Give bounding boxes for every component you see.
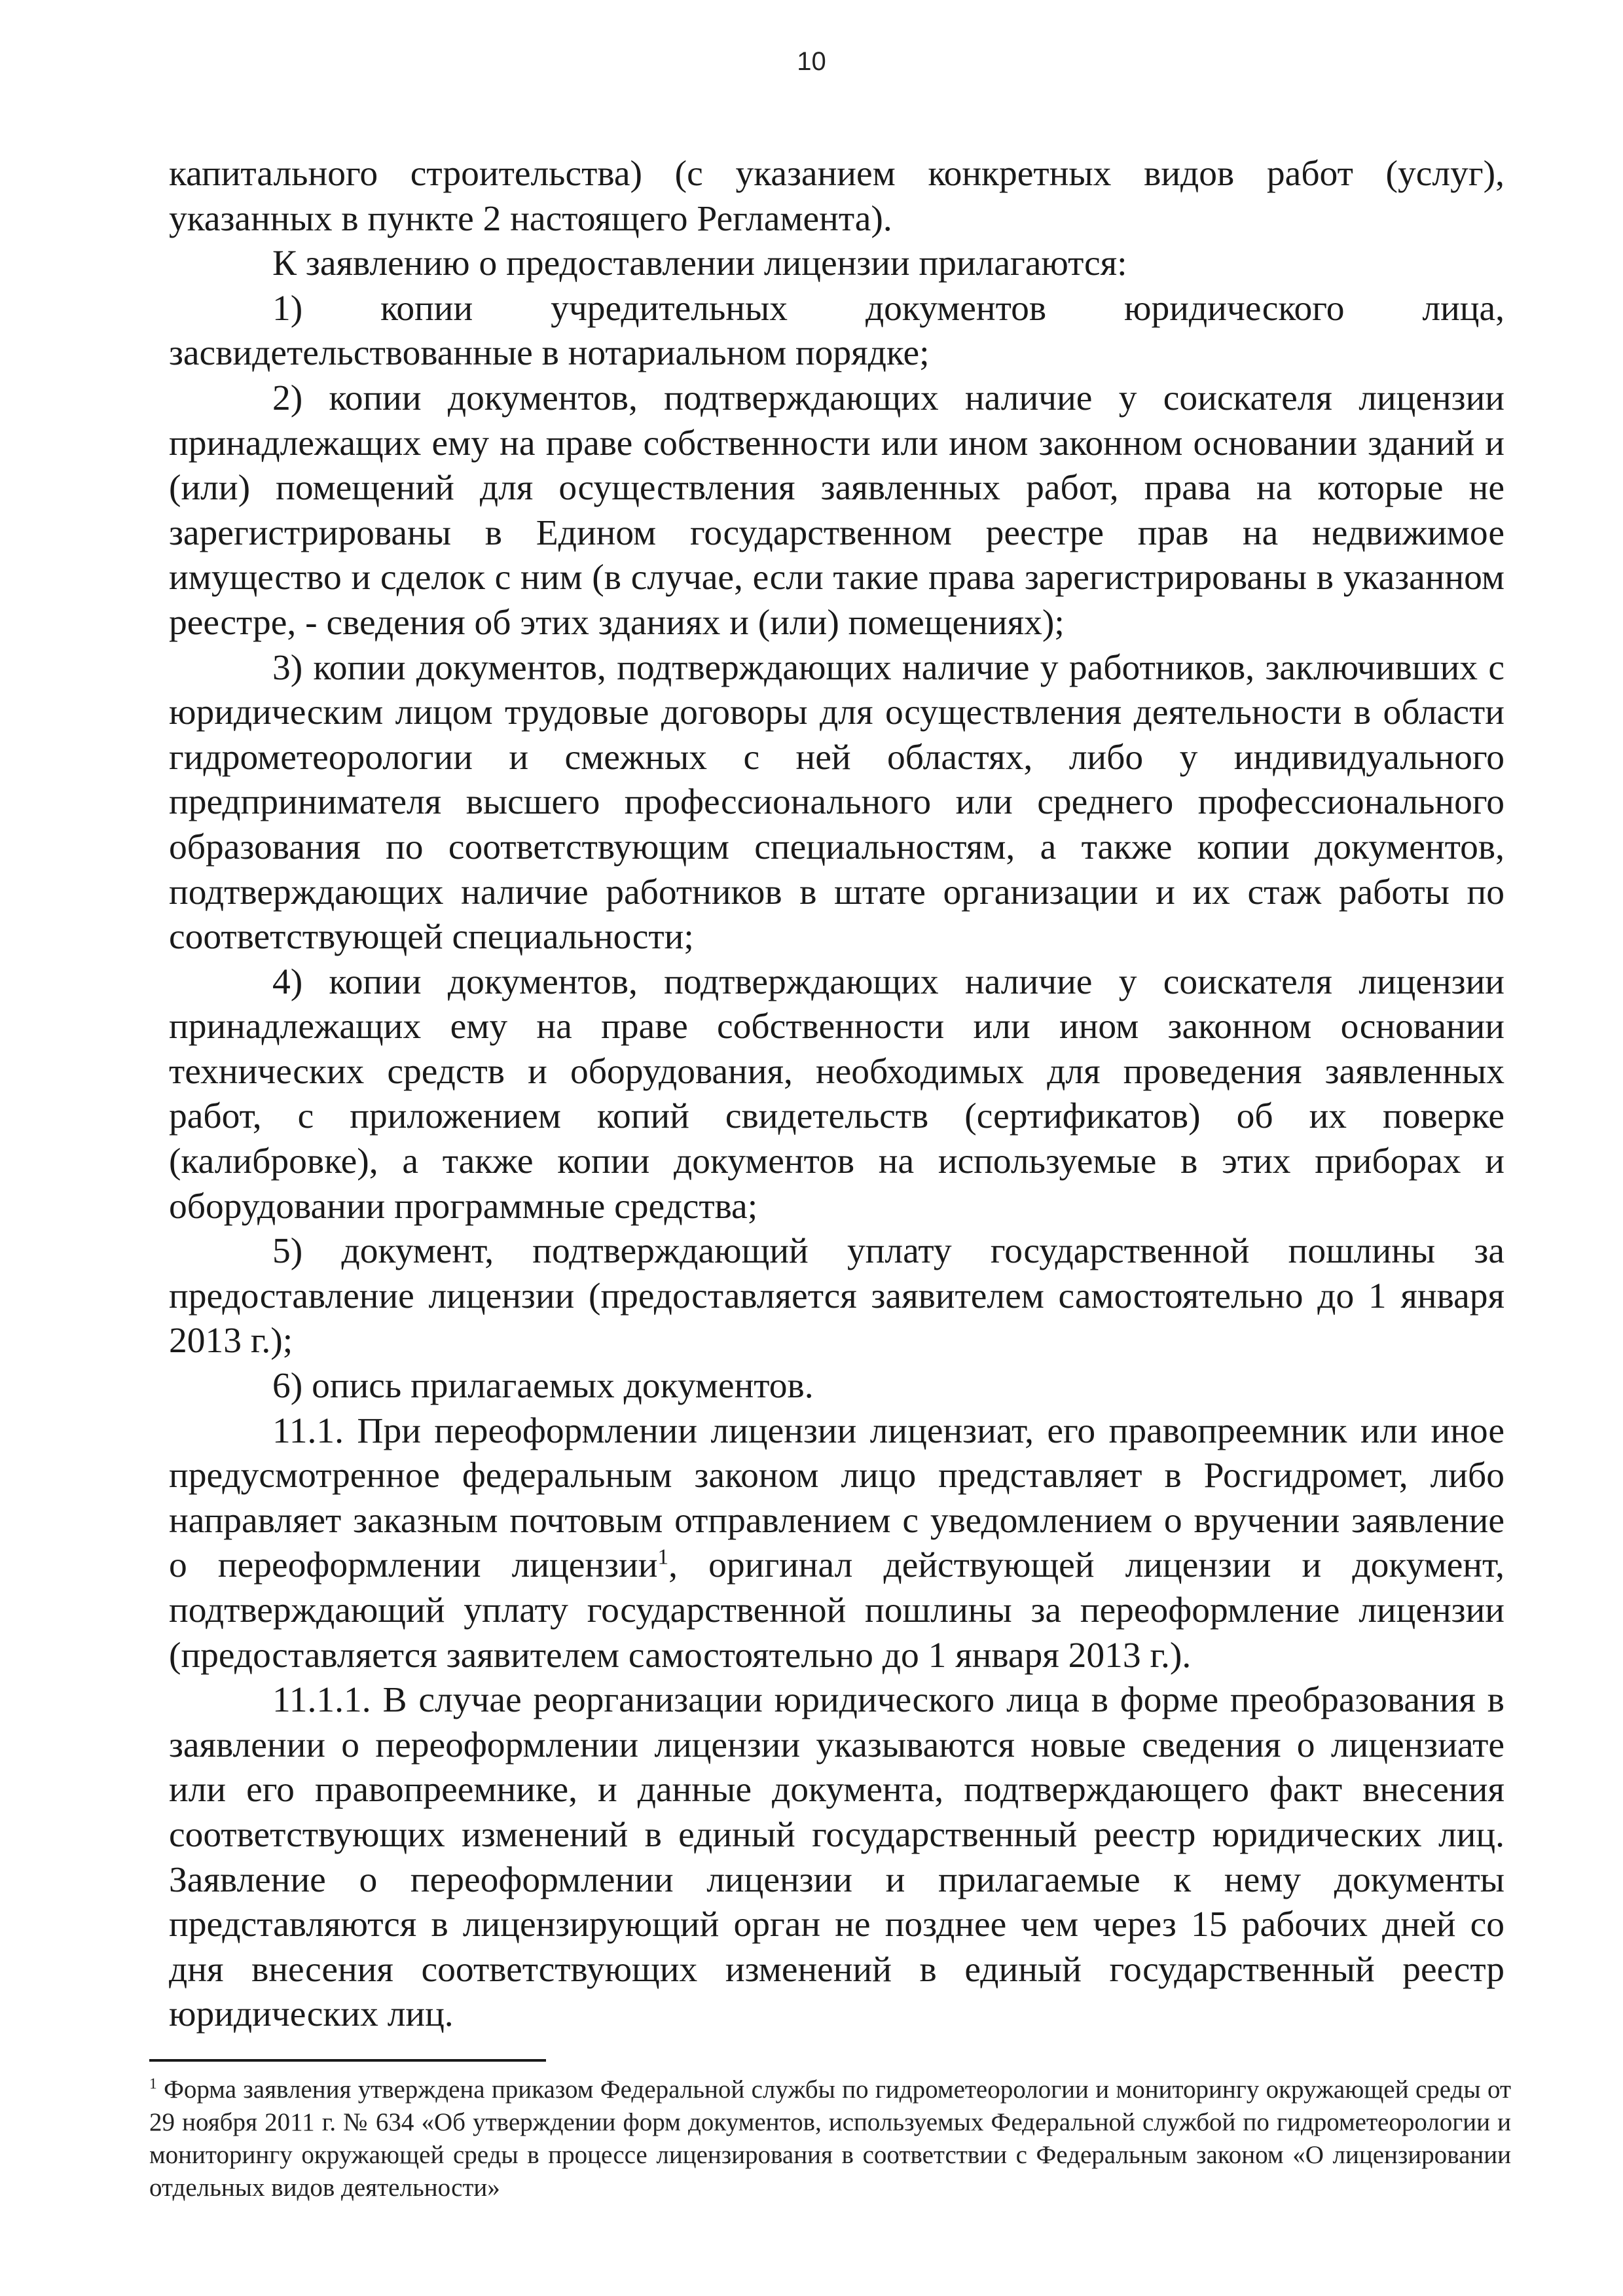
footnote-text: Форма заявления утверждена приказом Федеральной службы по гидрометеорологии и мониторингу окружающей среды от 29 ноября 2011 г. № 634 «Об утверждении форм документов, используемых Федеральной службой по гидрометеорологии и мониторингу окружающей среды в процессе лицензирования в соответствии с Федеральным законом «О лицензировании отдельных видов деятельности»: [149, 2075, 1511, 2202]
paragraph-11-1-after: , оригинал действующей лицензии и документ, подтверждающий уплату государственной пошлины за переоформление лицензии (предоставляется заявителем самостоятельно до 1 января 2013 г.).: [169, 1545, 1505, 1676]
footnote-mark: 1: [149, 2075, 157, 2092]
list-item-1: 1) копии учредительных документов юридического лица, засвидетельствованные в нотариальном порядке;: [169, 288, 1504, 374]
list-item-5: 5) документ, подтверждающий уплату государственной пошлины за предоставление лицензии (предоставляется заявителем самостоятельно до 1 января 2013 г.);: [169, 1231, 1504, 1361]
paragraph-11-1: [169, 1409, 1504, 1679]
body-text: [169, 152, 1504, 2037]
list-item-4: 4) копии документов, подтверждающих наличие у соискателя лицензии принадлежащих ему на праве собственности или ином законном основании технических средств и оборудования, необходимых для проведения заявленных работ, с приложением копий свидетельств (сертификатов) об их поверке (калибровке), а также копии документов на используемые в этих приборах и оборудовании программные средства;: [169, 961, 1504, 1227]
list-item-2: 2) копии документов, подтверждающих наличие у соискателя лицензии принадлежащих ему на праве собственности или ином законном основании зданий и (или) помещений для осуществления заявленных работ, права на которые не зарегистрированы в Едином государственном реестре прав на недвижимое имущество и сделок с ним (в случае, если такие права зарегистрированы в указанном реестре, - сведения об этих зданиях и (или) помещениях);: [169, 378, 1504, 643]
page-number: 10: [797, 47, 826, 76]
paragraph-continuation: капитального строительства) (с указанием конкретных видов работ (услуг), указанных в пункте 2 настоящего Регламента).: [169, 154, 1504, 239]
footnote-separator: [149, 2059, 546, 2062]
paragraph-11-1-before: 11.1. При переоформлении лицензии лицензиат, его правопреемник или иное предусмотренное федеральным законом лицо представляет в Росгидромет, либо направляет заказным почтовым отправлением с уведомлением о вручении заявление о переоформлении лицензии: [169, 1410, 1504, 1586]
list-item-6: 6) опись прилагаемых документов.: [272, 1366, 814, 1407]
list-item-3: 3) копии документов, подтверждающих наличие у работников, заключивших с юридическим лицом трудовые договоры для осуществления деятельности в области гидрометеорологии и смежных с ней областях, либо у индивидуального предпринимателя высшего профессионального или среднего профессионального образования по соответствующим специальностям, а также копии документов, подтверждающих наличие работников в штате организации и их стаж работы по соответствующей специальности;: [169, 647, 1504, 958]
footnote: [149, 2073, 1511, 2204]
paragraph-11-1-1: 11.1.1. В случае реорганизации юридического лица в форме преобразования в заявлении о переоформлении лицензии указываются новые сведения о лицензиате или его правопреемнике, и данные документа, подтверждающего факт внесения соответствующих изменений в единый государственный реестр юридических лиц. Заявление о переоформлении лицензии и прилагаемые к нему документы представляются в лицензирующий орган не позднее чем через 15 рабочих дней со дня внесения соответствующих изменений в единый государственный реестр юридических лиц.: [169, 1680, 1504, 2035]
footnote-reference: 1: [657, 1545, 669, 1570]
paragraph-attachments-intro: К заявлению о предоставлении лицензии прилагаются:: [272, 243, 1127, 284]
